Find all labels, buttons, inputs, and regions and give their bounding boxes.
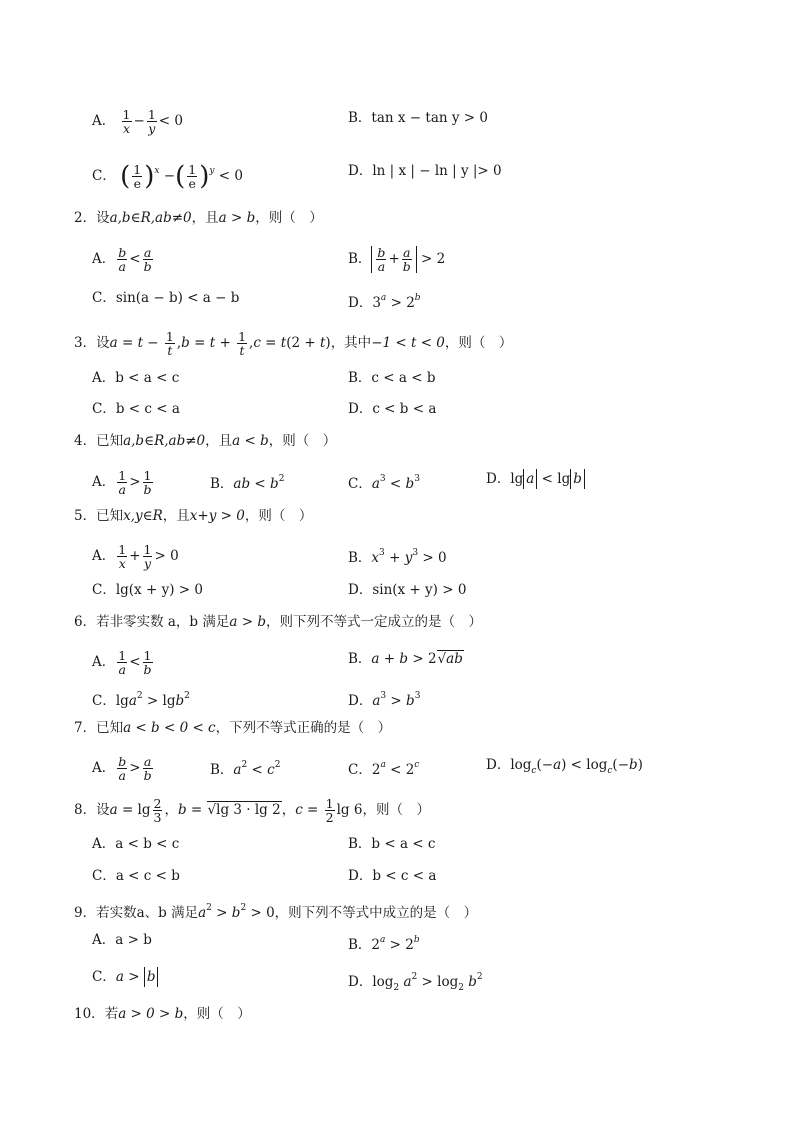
q8-option-d: D．b < c < a bbox=[348, 868, 437, 884]
question-6-stem: 6．若非零实数 a，b 满足a > b，则下列不等式一定成立的是（ ） bbox=[74, 614, 482, 630]
question-8-stem: 8．设a = lg $\frac{2}{3}$ ，b = √lg 3 · lg 2，c = $\frac{1}{2}$ lg 6，则（ ） bbox=[74, 796, 430, 825]
q3-option-d: D．c < b < a bbox=[348, 401, 437, 417]
q6-option-c: C．lga$^2$ > lgb$^2$ bbox=[92, 691, 190, 709]
q5-option-b: B．$x^3 + y^3 > 0$ bbox=[348, 548, 447, 566]
q7-option-b: B．$a^2 < c^2$ bbox=[210, 760, 281, 778]
question-2-stem: 2．设a,b∈R,ab≠0，且a > b，则（ ） bbox=[74, 210, 323, 226]
question-5-stem: 5．已知x,y∈R，且x+y > 0，则（ ） bbox=[74, 508, 313, 524]
question-10-stem: 10．若a > 0 > b，则（ ） bbox=[74, 1006, 251, 1022]
q2-option-a: A． $\frac{b}{a}$ < $\frac{a}{b}$ bbox=[92, 245, 152, 274]
q7-option-c: C．$2^a < 2^c$ bbox=[348, 760, 420, 778]
q4-option-a: A． $\frac{1}{a}$ > $\frac{1}{b}$ bbox=[92, 468, 152, 497]
q9-option-a: A．a > b bbox=[92, 932, 152, 948]
option-d-prev: D．ln | x | − ln | y |> 0 bbox=[348, 163, 502, 179]
q9-option-b: B．$2^a > 2^b$ bbox=[348, 935, 420, 953]
question-7-stem: 7．已知a < b < 0 < c，下列不等式正确的是（ ） bbox=[74, 720, 392, 736]
q6-option-b: B．a + b > 2√ab bbox=[348, 651, 463, 667]
question-3-stem: 3．设a = t − $\frac{1}{t}$ ,b = t + $\frac{1}{t}$ ,c = t(2 + t)，其中−1 < t < 0，则（ ） bbox=[74, 329, 513, 358]
q5-option-d: D．sin(x + y) > 0 bbox=[348, 582, 467, 598]
q6-option-a: A． $\frac{1}{a}$ < $\frac{1}{b}$ bbox=[92, 648, 152, 677]
q4-option-b: B．ab < $b^2$ bbox=[210, 474, 285, 492]
q4-option-c: C．$a^3 < b^3$ bbox=[348, 474, 420, 492]
q8-option-c: C．a < c < b bbox=[92, 868, 180, 884]
q7-option-a: A． $\frac{b}{a}$ > $\frac{a}{b}$ bbox=[92, 754, 152, 783]
q9-option-d: D．$\log_2 a^2 > \log_2 b^2$ bbox=[348, 972, 483, 993]
q2-option-b: B． $\frac{b}{a}$ + $\frac{a}{b}$ > 2 bbox=[348, 245, 446, 274]
q7-option-d: D．$\log_c(-a) < \log_c(-b)$ bbox=[486, 757, 643, 776]
q3-option-b: B．c < a < b bbox=[348, 370, 436, 386]
q3-option-a: A．b < a < c bbox=[92, 370, 180, 386]
q8-option-b: B．b < a < c bbox=[348, 836, 436, 852]
question-9-stem: 9．若实数a、b 满足$a^2 > b^2 > 0$，则下列不等式中成立的是（ ） bbox=[74, 903, 478, 921]
q5-option-c: C．lg(x + y) > 0 bbox=[92, 582, 203, 598]
q8-option-a: A．a < b < c bbox=[92, 836, 180, 852]
question-4-stem: 4．已知a,b∈R,ab≠0，且a < b，则（ ） bbox=[74, 433, 337, 449]
q4-option-d: D．lg a < lg b bbox=[486, 469, 585, 489]
q2-option-d: D．$3^a > 2^b$ bbox=[348, 293, 421, 311]
option-c-prev: C． ( $\frac{1}{e}$ )$^x$ −( $\frac{1}{e}$ )$^y$ < 0 bbox=[92, 161, 243, 192]
q3-option-c: C．b < c < a bbox=[92, 401, 180, 417]
q9-option-c: C．a > b bbox=[92, 967, 158, 987]
option-b-prev: B．tan x − tan y > 0 bbox=[348, 110, 488, 126]
q2-option-c: C．sin(a − b) < a − b bbox=[92, 290, 240, 306]
q6-option-d: D．$a^3 > b^3$ bbox=[348, 691, 421, 709]
option-a-prev: A． $\frac{1}{x}$ − $\frac{1}{y}$ < 0 bbox=[92, 107, 183, 136]
q5-option-a: A． $\frac{1}{x}$ + $\frac{1}{y}$ > 0 bbox=[92, 542, 179, 571]
